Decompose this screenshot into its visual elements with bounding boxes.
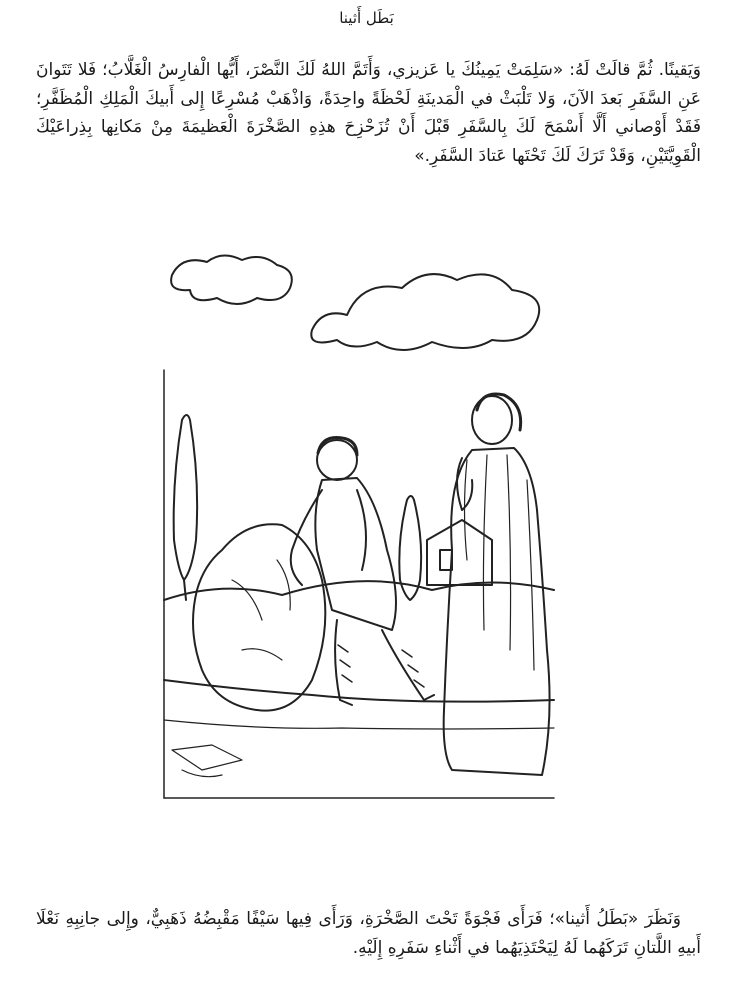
hero-body bbox=[315, 478, 396, 630]
page-title: بَطَل أَثينا bbox=[339, 9, 394, 27]
hero-head bbox=[317, 440, 357, 480]
house bbox=[427, 520, 492, 585]
cloud-right bbox=[311, 274, 539, 350]
cloud-left bbox=[171, 255, 292, 304]
story-paragraph-top: وَيَقينًا. ثُمَّ قالَتْ لَهُ: «سَلِمَتْ يَمِينُكَ يا عَزيزي، وَأَتَمَّ اللهُ لَكَ النَّصْرَ، أَيُّها الْفارِسُ الْغَلَّابُ؛ فَلا تَتَوانَ عَنِ السَّفَرِ بَعدَ الآنَ، وَلا تَلْبَثْ في الْمَدينَةِ لَحْظَةً واحِدَةً، وَاذْهَبْ مُسْرِعًا إِلى أَبيكَ الْمَلِكِ الْمُظَفَّرِ؛ فَقَدْ أَوْصاني أَلَّا أَسْمَحَ لَكَ بِالسَّفَرِ قَبْلَ أَنْ تُزَحْزِحَ هذِهِ الصَّخْرَةَ الْعَظيمَةَ مِنْ مَكانِها بِذِراعَيْكَ الْقَوِيَّتَيْنِ، وَقَدْ تَرَكَ لَكَ تَحْتَها عَتادَ السَّفَرِ.» bbox=[36, 60, 701, 166]
boulder bbox=[193, 524, 325, 710]
story-paragraph-bottom: وَنَظَرَ «بَطَلُ أَثينا»؛ فَرَأَى فَجْوَةً تَحْتَ الصَّخْرَةِ، وَرَأَى فِيها سَيْفًا مَقْبِضُهُ ذَهَبِيٌّ، وإِلى جانِبِهِ نَعْلَا أَبيهِ اللَّتانِ تَرَكَهُما لَهُ لِيَحْتَذِيَهُما في أَثْناءِ سَفَرِهِ إِلَيْهِ. bbox=[36, 909, 701, 958]
story-illustration bbox=[162, 250, 582, 805]
cypress-tree-left bbox=[174, 415, 197, 580]
